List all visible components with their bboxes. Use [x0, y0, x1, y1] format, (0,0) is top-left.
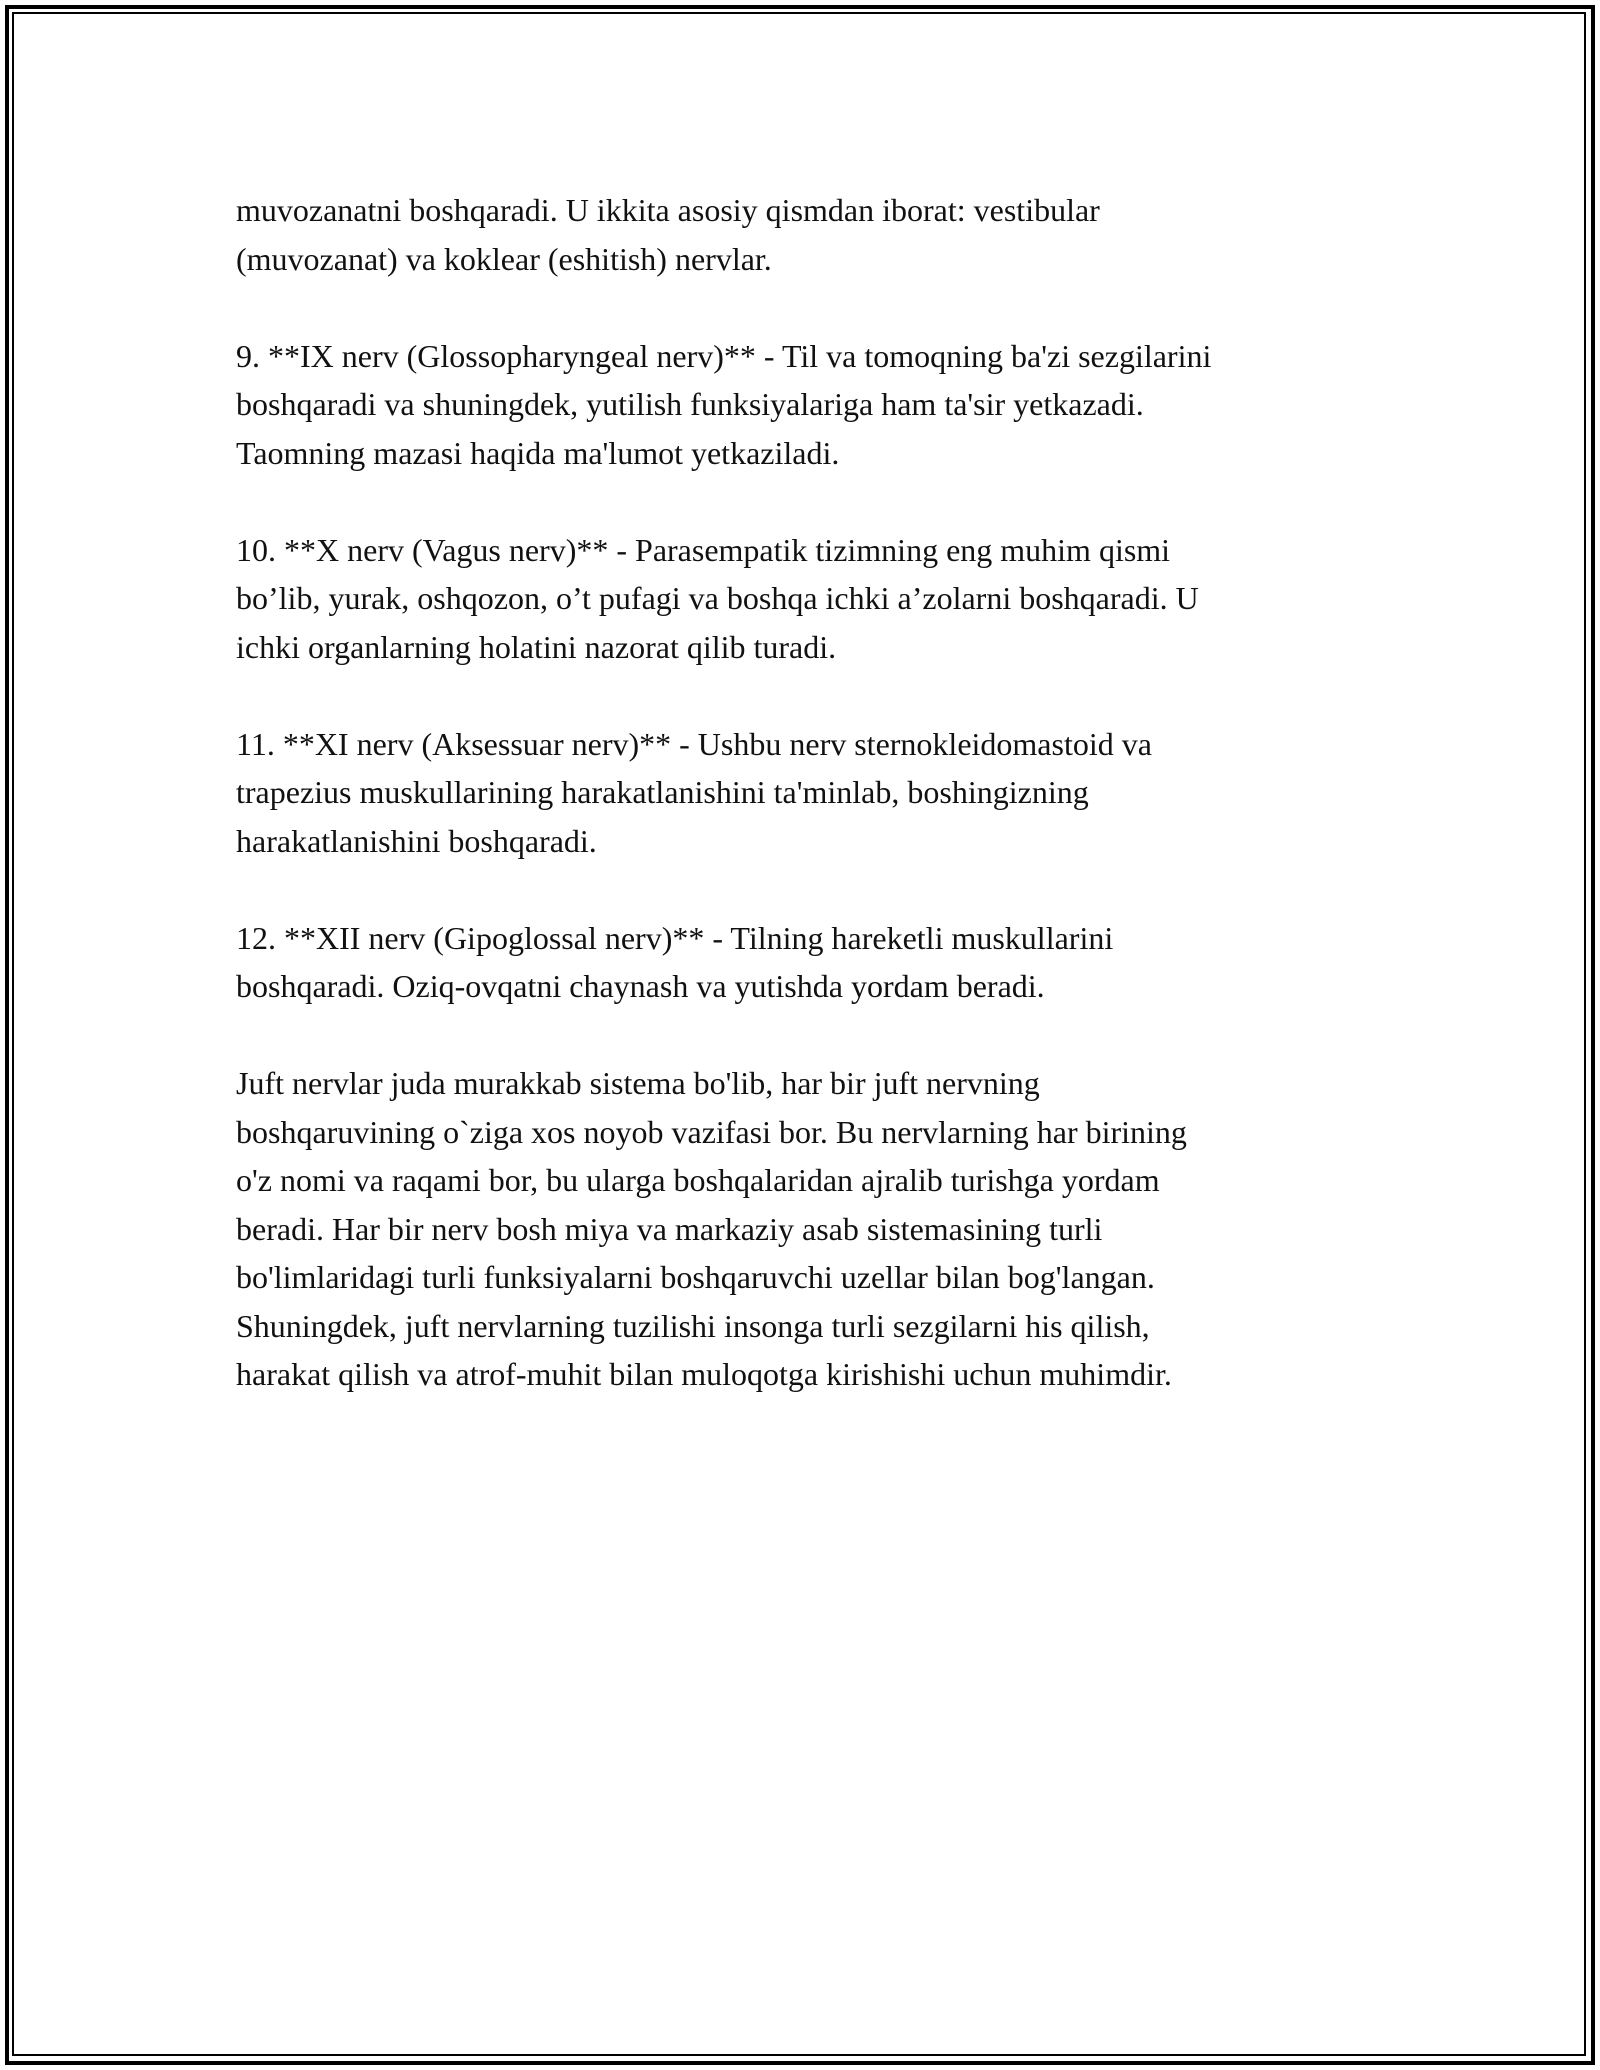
text-line: bo'limlaridagi turli funksiyalarni boshqaruvchi uzellar bilan bog'langan. [236, 1259, 1155, 1295]
text-line: bo’lib, yurak, oshqozon, o’t pufagi va boshqa ichki a’zolarni boshqaradi. U [236, 580, 1199, 616]
text-line: o'z nomi va raqami bor, bu ularga boshqalaridan ajralib turishga yordam [236, 1162, 1160, 1198]
paragraph-nerve-10 [236, 526, 1396, 672]
text-line: Juft nervlar juda murakkab sistema bo'lib, har bir juft nervning [236, 1065, 1040, 1101]
text-line: 10. **X nerv (Vagus nerv)** - Parasempatik tizimning eng muhim qismi [236, 531, 1171, 568]
text-line: trapezius muskullarining harakatlanishini ta'minlab, boshingizning [236, 774, 1089, 810]
text-line: harakatlanishini boshqaradi. [236, 822, 597, 859]
text-line: 9. **IX nerv (Glossopharyngeal nerv)** - Til va tomoqning ba'zi sezgilarini [236, 337, 1212, 374]
text-line: ichki organlarning holatini nazorat qilib turadi. [236, 628, 837, 665]
paragraph-nerve-9 [236, 332, 1396, 478]
paragraph-vestibulocochlear-continuation [236, 186, 1396, 283]
text-line: 11. **XI nerv (Aksessuar nerv)** - Ushbu nerv sternokleidomastoid va [236, 725, 1152, 762]
document-body [236, 186, 1396, 1447]
text-line: Taomning mazasi haqida ma'lumot yetkaziladi. [236, 434, 840, 471]
text-line: boshqaruvining o`ziga xos noyob vazifasi bor. Bu nervlarning har birining [236, 1113, 1187, 1150]
text-line: Shuningdek, juft nervlarning tuzilishi insonga turli sezgilarni his qilish, [236, 1307, 1150, 1344]
paragraph-nerve-11 [236, 720, 1396, 866]
text-line: beradi. Har bir nerv bosh miya va markaziy asab sistemasining turli [236, 1210, 1103, 1247]
text-line: (muvozanat) va koklear (eshitish) nervlar. [236, 240, 772, 277]
text-line: boshqaradi va shuningdek, yutilish funksiyalariga ham ta'sir yetkazadi. [236, 386, 1144, 422]
text-line: boshqaradi. Oziq-ovqatni chaynash va yutishda yordam beradi. [236, 968, 1045, 1004]
paragraph-nerve-12 [236, 914, 1396, 1011]
paragraph-summary [236, 1059, 1396, 1399]
text-line: muvozanatni boshqaradi. U ikkita asosiy qismdan iborat: vestibular [236, 192, 1100, 228]
text-line: harakat qilish va atrof-muhit bilan muloqotga kirishishi uchun muhimdir. [236, 1356, 1172, 1392]
text-line: 12. **XII nerv (Gipoglossal nerv)** - Tilning hareketli muskullarini [236, 919, 1114, 956]
